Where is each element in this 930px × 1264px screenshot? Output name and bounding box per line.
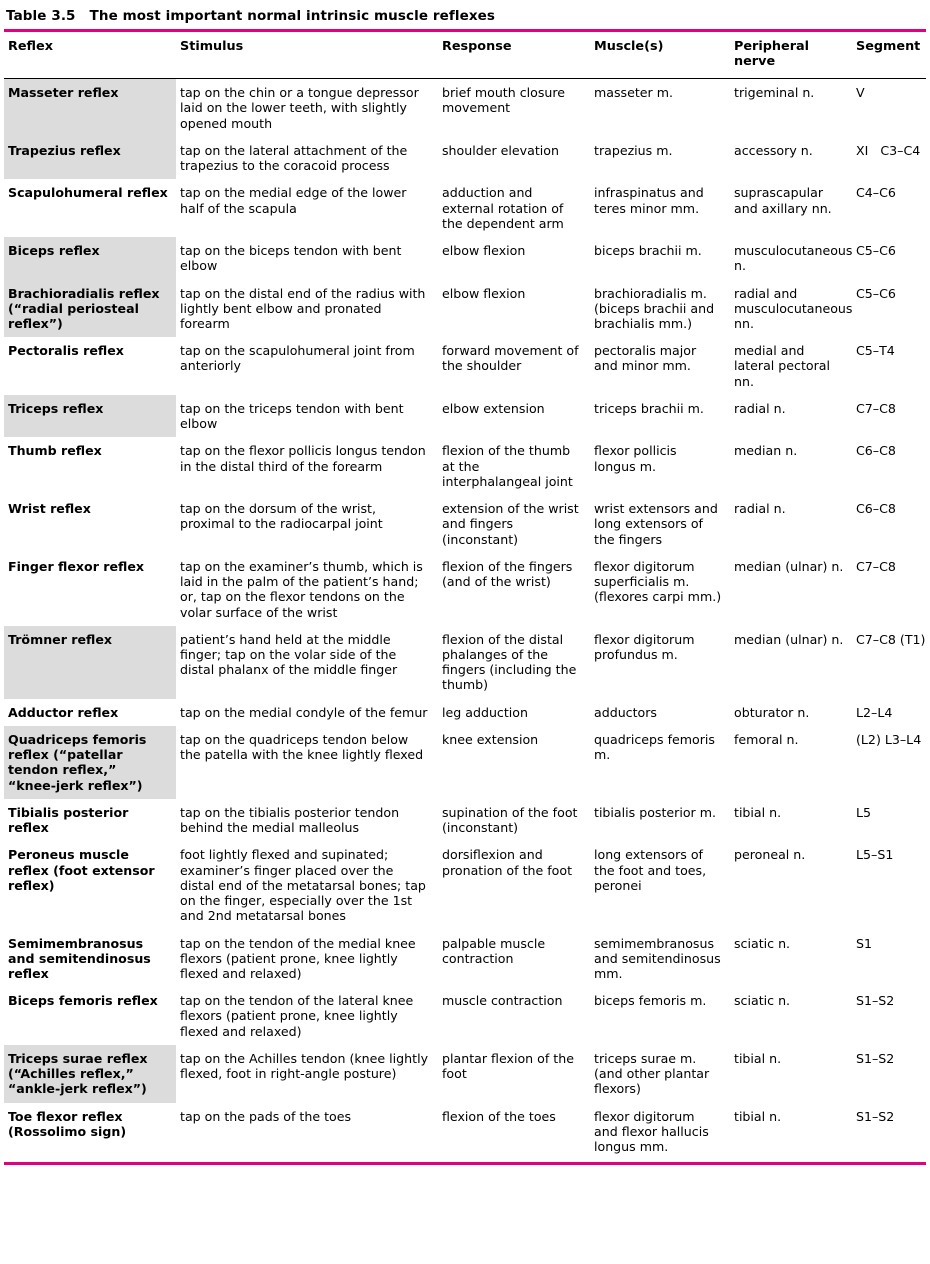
cell-stimulus: tap on the biceps tendon with bent elbow	[180, 243, 402, 274]
cell-nerve: tibial n.	[734, 1050, 782, 1066]
cell-nerve: suprascapular and axillary nn.	[734, 185, 832, 216]
cell-reflex: Triceps reflex	[4, 395, 176, 437]
cell-muscle: wrist extensors and long extensors of the fingers	[594, 501, 718, 547]
table-row	[4, 987, 926, 1045]
cell-reflex: Scapulohumeral reflex	[8, 185, 168, 201]
cell-nerve: sciatic n.	[734, 935, 791, 951]
cell-stimulus: tap on the scapulohumeral joint from anteriorly	[180, 343, 415, 374]
table-row	[4, 137, 926, 179]
cell-response: flexion of the toes	[442, 1108, 556, 1124]
cell-reflex: Semimembranosus and semitendinosus reflex	[8, 935, 151, 981]
cell-stimulus: tap on the flexor pollicis longus tendon in the distal third of the forearm	[180, 443, 426, 474]
cell-muscle: masseter m.	[594, 85, 673, 101]
cell-reflex: Biceps femoris reflex	[8, 993, 158, 1009]
table-header-row	[4, 32, 926, 79]
cell-muscle: triceps surae m. (and other plantar flexors)	[594, 1050, 710, 1097]
cell-muscle: adductors	[594, 704, 657, 720]
cell-response: muscle contraction	[442, 993, 563, 1009]
cell-response: palpable muscle contraction	[442, 935, 546, 966]
table-row	[4, 280, 926, 338]
cell-segment: S1–S2	[856, 993, 895, 1009]
cell-response: knee extension	[442, 731, 539, 747]
cell-nerve: tibial n.	[734, 1108, 782, 1124]
cell-nerve: tibial n.	[734, 804, 782, 820]
cell-nerve: median n.	[734, 443, 798, 459]
cell-muscle: flexor pollicis longus m.	[594, 443, 677, 474]
cell-response: elbow extension	[442, 400, 545, 416]
cell-stimulus: tap on the tendon of the lateral knee flexors (patient prone, knee lightly flexed and relaxed)	[180, 993, 414, 1039]
cell-stimulus: patient’s hand held at the middle finger; tap on the volar side of the distal phalanx of the middle finger	[180, 631, 398, 678]
table-row	[4, 337, 926, 395]
cell-reflex: Trömner reflex	[4, 626, 176, 699]
table-row	[4, 237, 926, 279]
cell-segment: C4–C6	[856, 185, 896, 201]
column-header-muscle: Muscle(s)	[590, 32, 730, 79]
table-title: The most important normal intrinsic muscle reflexes	[89, 8, 496, 24]
table-row	[4, 179, 926, 237]
cell-reflex: Triceps surae reflex (“Achilles reflex,” “ankle-jerk reflex”)	[4, 1045, 176, 1103]
cell-segment: V	[856, 85, 865, 101]
column-header-reflex: Reflex	[4, 32, 176, 79]
cell-stimulus: tap on the distal end of the radius with lightly bent elbow and pronated forearm	[180, 285, 426, 331]
cell-muscle: brachioradialis m. (biceps brachii and brachialis mm.)	[594, 285, 715, 331]
table-row	[4, 437, 926, 495]
cell-segment: (L2) L3–L4	[856, 731, 922, 747]
cell-nerve: radial n.	[734, 400, 786, 416]
cell-stimulus: tap on the chin or a tongue depressor laid on the lower teeth, with slightly opened mouth	[180, 85, 419, 131]
cell-nerve: musculocutaneous n.	[734, 243, 853, 274]
cell-reflex: Biceps reflex	[4, 237, 176, 279]
cell-nerve: medial and lateral pectoral nn.	[734, 343, 831, 389]
cell-response: adduction and external rotation of the dependent arm	[442, 185, 564, 231]
table-row	[4, 1045, 926, 1103]
table-row	[4, 626, 926, 699]
cell-response: elbow flexion	[442, 243, 526, 259]
cell-muscle: biceps femoris m.	[594, 993, 707, 1009]
cell-muscle: infraspinatus and teres minor mm.	[594, 185, 704, 216]
table-caption	[4, 6, 926, 29]
cell-reflex: Wrist reflex	[8, 501, 91, 517]
cell-response: plantar flexion of the foot	[442, 1050, 574, 1082]
table-row	[4, 495, 926, 553]
cell-segment: C7–C8	[856, 400, 896, 416]
cell-muscle: trapezius m.	[594, 142, 673, 158]
cell-reflex: Tibialis posterior reflex	[8, 804, 129, 836]
table-row	[4, 699, 926, 726]
cell-nerve: sciatic n.	[734, 993, 791, 1009]
cell-nerve: femoral n.	[734, 731, 799, 747]
bottom-rule	[4, 1162, 926, 1165]
cell-nerve: median (ulnar) n.	[734, 558, 844, 574]
cell-reflex: Finger flexor reflex	[8, 558, 145, 574]
cell-muscle: long extensors of the foot and toes, peronei	[594, 847, 707, 893]
cell-response: flexion of the thumb at the interphalangeal joint	[442, 443, 573, 489]
cell-muscle: semimembranosus and semitendinosus mm.	[594, 935, 721, 981]
cell-reflex: Adductor reflex	[8, 704, 119, 720]
cell-segment: C5–T4	[856, 343, 895, 359]
cell-response: dorsiflexion and pronation of the foot	[442, 847, 573, 878]
cell-stimulus: tap on the examiner’s thumb, which is laid in the palm of the patient’s hand; or, tap on the flexor tendons on the volar surface of the wrist	[180, 558, 423, 620]
cell-stimulus: tap on the lateral attachment of the trapezius to the coracoid process	[180, 142, 408, 174]
cell-stimulus: foot lightly flexed and supinated; examiner’s finger placed over the distal end of the metatarsal bones; tap on the finger, especially over the 1st and 2nd metatarsal bones	[180, 847, 426, 924]
cell-segment: S1–S2	[856, 1108, 895, 1124]
cell-stimulus: tap on the tendon of the medial knee flexors (patient prone, knee lightly flexed and relaxed)	[180, 935, 416, 981]
table-row	[4, 1103, 926, 1161]
cell-segment: C6–C8	[856, 443, 896, 459]
cell-nerve: obturator n.	[734, 704, 810, 720]
cell-reflex: Peroneus muscle reflex (foot extensor reflex)	[8, 847, 155, 893]
reflex-table	[4, 32, 926, 1160]
cell-muscle: biceps brachii m.	[594, 243, 702, 259]
cell-muscle: flexor digitorum profundus m.	[594, 631, 695, 662]
cell-muscle: flexor digitorum and flexor hallucis longus mm.	[594, 1108, 709, 1155]
table-row	[4, 79, 926, 137]
cell-segment: L2–L4	[856, 704, 893, 720]
cell-reflex: Toe flexor reflex (Rossolimo sign)	[8, 1108, 127, 1139]
cell-reflex: Thumb reflex	[8, 443, 102, 459]
cell-muscle: triceps brachii m.	[594, 400, 704, 416]
cell-response: extension of the wrist and fingers (inconstant)	[442, 501, 579, 547]
column-header-segment: Segment	[852, 32, 926, 79]
table-number: Table 3.5	[6, 8, 76, 24]
cell-reflex: Trapezius reflex	[4, 137, 176, 179]
cell-stimulus: tap on the quadriceps tendon below the patella with the knee lightly flexed	[180, 731, 424, 763]
table-row	[4, 930, 926, 988]
cell-reflex: Masseter reflex	[4, 79, 176, 137]
cell-stimulus: tap on the Achilles tendon (knee lightly flexed, foot in right-angle posture)	[180, 1050, 429, 1082]
table-body	[4, 79, 926, 1161]
cell-stimulus: tap on the triceps tendon with bent elbow	[180, 400, 404, 432]
cell-segment: C5–C6	[856, 285, 896, 301]
cell-segment: L5–S1	[856, 847, 894, 863]
table-row	[4, 553, 926, 626]
cell-response: supination of the foot (inconstant)	[442, 804, 578, 836]
cell-stimulus: tap on the dorsum of the wrist, proximal to the radiocarpal joint	[180, 501, 383, 532]
column-header-stimulus: Stimulus	[176, 32, 438, 79]
cell-muscle: pectoralis major and minor mm.	[594, 343, 697, 374]
table-row	[4, 841, 926, 929]
cell-response: flexion of the distal phalanges of the fingers (including the thumb)	[442, 631, 577, 693]
cell-nerve: radial and musculocutaneous nn.	[734, 285, 853, 331]
table-row	[4, 395, 926, 437]
cell-reflex: Quadriceps femoris reflex (“patellar tendon reflex,” “knee-jerk reflex”)	[4, 726, 176, 799]
cell-response: forward movement of the shoulder	[442, 343, 579, 374]
cell-nerve: peroneal n.	[734, 847, 806, 863]
cell-response: elbow flexion	[442, 285, 526, 301]
cell-nerve: median (ulnar) n.	[734, 631, 844, 647]
cell-nerve: radial n.	[734, 501, 786, 517]
cell-muscle: tibialis posterior m.	[594, 804, 716, 820]
cell-stimulus: tap on the medial condyle of the femur	[180, 704, 428, 720]
cell-muscle: quadriceps femoris m.	[594, 731, 715, 763]
cell-response: shoulder elevation	[442, 142, 559, 158]
cell-segment: XI C3–C4	[856, 142, 921, 158]
cell-reflex: Brachioradialis reflex (“radial periosteal reflex”)	[4, 280, 176, 338]
cell-segment: C5–C6	[856, 243, 896, 259]
cell-stimulus: tap on the pads of the toes	[180, 1108, 352, 1124]
cell-stimulus: tap on the medial edge of the lower half of the scapula	[180, 185, 407, 216]
table-row	[4, 726, 926, 799]
table-row	[4, 799, 926, 841]
cell-segment: L5	[856, 804, 872, 820]
cell-segment: S1	[856, 935, 873, 951]
cell-segment: C6–C8	[856, 501, 896, 517]
cell-response: brief mouth closure movement	[442, 85, 566, 116]
cell-nerve: accessory n.	[734, 142, 813, 158]
column-header-response: Response	[438, 32, 590, 79]
cell-stimulus: tap on the tibialis posterior tendon behind the medial malleolus	[180, 804, 400, 836]
cell-muscle: flexor digitorum superficialis m. (flexores carpi mm.)	[594, 558, 722, 605]
column-header-peripheral-nerve: Peripheral nerve	[730, 32, 852, 79]
cell-segment: C7–C8 (T1)	[856, 631, 926, 647]
cell-response: flexion of the fingers (and of the wrist)	[442, 558, 573, 590]
cell-segment: S1–S2	[856, 1050, 895, 1066]
cell-nerve: trigeminal n.	[734, 85, 815, 101]
cell-response: leg adduction	[442, 704, 528, 720]
cell-reflex: Pectoralis reflex	[8, 343, 124, 359]
cell-segment: C7–C8	[856, 558, 896, 574]
